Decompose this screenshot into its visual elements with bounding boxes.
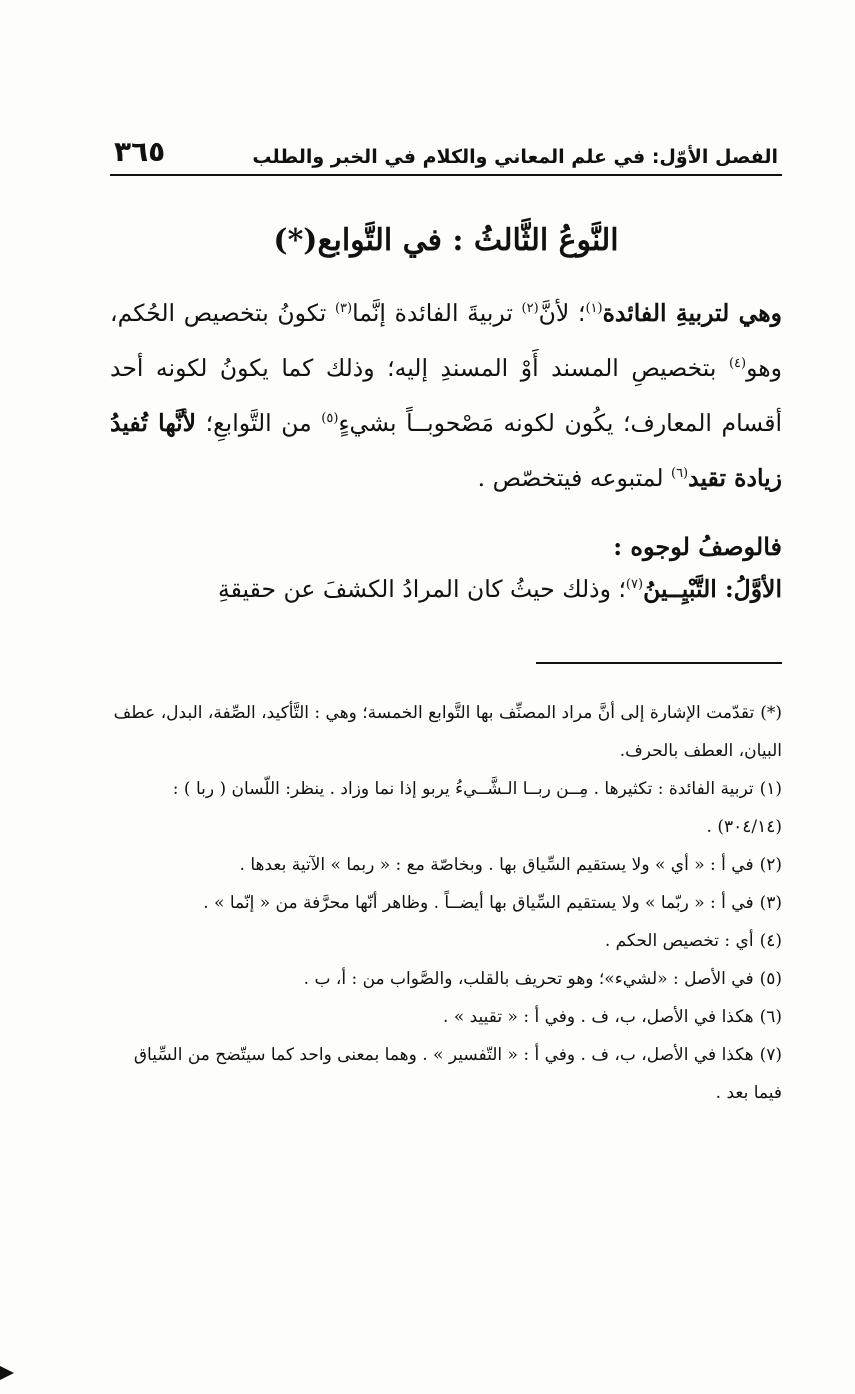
footnote-number: (*) [760,703,782,723]
footnote-text: هكذا في الأصل، ب، ف . وفي أ : « التّفسير » . وهما بمعنى واحد كما سيتّضح من السِّياق فيما بعد . [133,1045,782,1103]
body-text-span: من التَّوابعِ؛ [196,409,322,437]
footnote-ref: (٣) [334,301,353,317]
footnote-ref: (١) [585,301,603,317]
body-text-span: بتخصيصِ المسند أَوْ المسندِ إليه؛ وذلك كما يكونُ لكونه أحد أقسام المعارف؛ يكُون لكونه مَصْحوبــاً بشيءٍ [110,354,782,437]
footnote-divider [536,662,782,664]
footnote-ref: (٧) [625,577,644,593]
bold-phrase: لأنَّها تُفيدُ زيادة تقيد [110,409,782,492]
footnote [110,884,782,922]
scan-corner-mark [0,1366,14,1380]
footnote-number: (١) [759,779,782,799]
body-text-span: لمتبوعه فيتخصّص . [477,464,671,492]
footnote [110,694,782,770]
chapter-title: الفصل الأوّل: في علم المعاني والكلام في الخبر والطلب [252,146,778,168]
lead-bold-phrase: وهي لتربيةِ الفائدة [602,299,782,327]
body-paragraph [110,286,782,506]
footnote [110,770,782,846]
section-title: النَّوعُ الثَّالثُ : في التَّوابع(*) [273,223,619,258]
footnote [110,846,782,884]
book-page [110,128,782,1103]
footnote [110,960,782,998]
footnote-text: هكذا في الأصل، ب، ف . وفي أ : « تقييد » . [443,1007,754,1027]
first-point-text: ؛ وذلك حيثُ كان المرادُ الكشفَ عن حقيقةِ [217,575,626,603]
footnote-ref: (٥) [321,411,339,427]
footnote-text: في أ : « أي » ولا يستقيم السِّياق بها . وبخاصّة مع : « ربما » الآتية بعدها . [239,855,754,875]
body-text-span: تربيةَ الفائدة إنَّما [352,299,522,327]
footnote-number: (٤) [759,931,782,951]
footnote-number: (٣) [759,893,782,913]
footnotes-list [110,694,782,1112]
footnote-text: تربية الفائدة : تكثيرها . مِــن ربــا الـشَّــيءُ يربو إذا نما وزاد . ينظر: اللّسان ( ربا ) : (٣٠٤/١٤) . [172,779,782,837]
footnote-number: (٢) [759,855,782,875]
footnote-ref: (٢) [521,301,539,317]
footnote-ref: (٦) [670,466,689,482]
footnote-number: (٥) [759,969,782,989]
footnote-text: في أ : « ربّما » ولا يستقيم السِّياق بها أيضــاً . وظاهر أنّها محرَّفة من « إنّما » . [203,893,754,913]
footnote-text: تقدّمت الإشارة إلى أنَّ مراد المصنِّف بها التَّوابع الخمسة؛ وهي : التَّأكيد، الصِّفة، البدل، عطف البيان، العطف بالحرف. [113,703,782,761]
footnote [110,998,782,1036]
first-point-line [110,568,782,610]
footnote [110,922,782,960]
page-number: ٣٦٥ [114,135,166,168]
body-text-span: ؛ لأنَّ [538,299,586,327]
footnote-number: (٦) [759,1007,782,1027]
footnote-number: (٧) [759,1045,782,1065]
running-header [110,128,782,176]
footnote [110,1036,782,1112]
first-point-label: الأوَّلُ: التَّبْيِــينُ [643,575,782,603]
subheading: فالوصفُ لوجوه : [613,532,782,561]
footnote-ref: (٤) [728,356,747,372]
body-text-span: تكونُ بتخصيص الحُكم، وهو [110,299,782,382]
footnote-text: في الأصل : «لشيء»؛ وهو تحريف بالقلب، والصَّواب من : أ، ب . [303,969,754,989]
footnote-text: أي : تخصيص الحكم . [604,931,754,951]
